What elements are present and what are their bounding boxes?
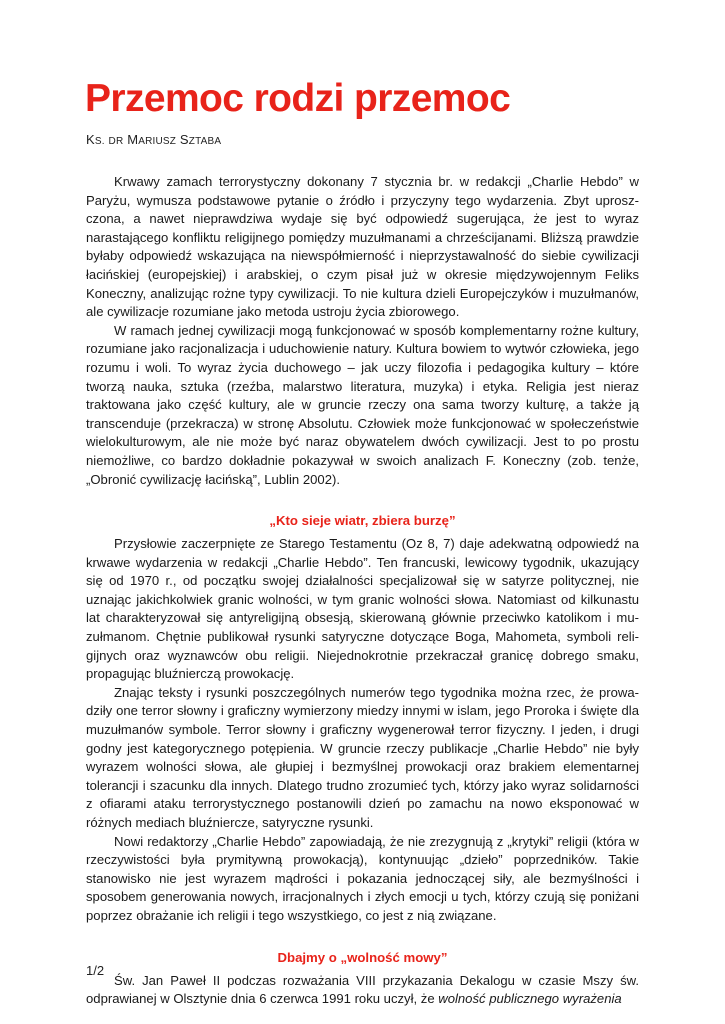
author-line [86,132,639,147]
page-number: 1/2 [86,963,105,978]
paragraph: Znając teksty i rysunki poszczególnych numerów tego tygodnika można rzec, że prowadziły one terror słowny i graficzny wymierzony miedzy innymi w islam, jego Proroka i święte dla muzułmanów symbole. Terror słowny i graficzny wygenerował terror fizyczny. I jeden, i drugi godny jest kategorycznego potępienia. W gruncie rzeczy publikacje „Charlie Hebdo” nie były wyrazem wolności słowa, ale głupiej i bezmyślnej prowokacji oraz brakiem elementarnej tolerancji i szacunku dla innych. Dlatego trudno zrozumieć tych, którzy jako wyraz solidarności z ofiarami ataku terrorystycznego postanowili dzień po zamachu na nowo eksponować w różnych mediach bluźniercze, satyryczne rysunki. [86,684,639,830]
paragraph: Krwawy zamach terrorystyczny dokonany 7 stycznia br. w redakcji „Charlie Hebdo” w Paryżu, wymusza podstawowe pytanie o źródło i przyczyny tego wydarzenia. Zbyt uproszczona, a nawet nieprawdziwa wydaje się być odpowiedź sugerująca, że jest to wyraz narastającego konfliktu religijnego pomiędzy muzułmanami a chrześcijanami. Bliższą prawdzie byłaby odpowiedź wskazująca na niewspółmierność i nieprzystawalność do siebie cywilizacji łacińskiej (europejskiej) i arabskiej, o czym pisał już w okresie międzywojennym Feliks Koneczny, analizując rożne typy cywilizacji. To nie kultura dzieli Europejczyków i muzułmanów, ale cywilizacje rozumiane jako metoda ustroju życia zbiorowego. [86,174,639,320]
paragraph: Nowi redaktorzy „Charlie Hebdo” zapowiadają, że nie zrezygnują z „krytyki” religii (która w rzeczywistości była prymitywną prowokacją), kontynuując „dzieło” poprzedników. Takie stanowisko nie jest wyrazem mądrości i pokazania jednoczącej siły, ale bezmyślności i sposobem generowania nowych, irracjonalnych i złych emocji u tych, którzy czują się poniżani poprzez obrażanie ich religii i tego wszystkiego, co jest z nią związane. [86,833,639,923]
document-page [86,76,639,1009]
author-initial: K [86,132,95,147]
author-smallcaps: ARIUSZ [138,136,177,147]
section-heading: Dbajmy o „wolność mowy” [277,949,448,965]
paragraph-italic: wolność publicznego wyrażenia [438,991,622,1007]
author-smallcaps: DR [108,136,124,147]
paragraph: Przysłowie zaczerpnięte ze Starego Testamentu (Oz 8, 7) daje adekwatną odpowiedź na krwawe wydarzenia w redakcji „Charlie Hebdo”. Ten francuski, lewicowy tygodnik, ukazujący się od 1970 r., od początku swojej działalności specjalizował się w satyrze politycznej, nie uznając jakichkolwiek granic wolności, w tym granic wolności słowa. Natomiast od kilkunastu lat charakteryzował się antyreligijną obsesją, skierowaną głównie przeciwko katolikom i muzułmanom. Chętnie publikował rysunki satyryczne dotyczące Boga, Mahometa, symboli religijnych oraz wyznawców obu religii. Niejednokrotnie przekraczał granicę dobrego smaku, propagując bluźnierczą prowokację. [86,536,639,682]
paragraph: W ramach jednej cywilizacji mogą funkcjonować w sposób komplementarny rożne kultury, rozumiane jako racjonalizacja i uduchowienie natury. Kultura bowiem to wytwór człowieka, jego rozumu i woli. To wyraz życia duchowego – jak uczy filozofia i pedagogika kultury – które tworzą nauka, sztuka (rzeźba, malarstwo literatura, muzyka) i etyka. Religia jest nieraz traktowana jako część kultury, ale w gruncie rzeczy ona sama tworzy kulturę, a także ją transcenduje (przekracza) w stronę Absolutu. Człowiek może funkcjonować w społeczeństwie wielokulturowym, ale nie może być naraz obywatelem dwóch cywilizacji. Jest to po prostu niemożliwe, co bardzo dokładnie pokazywał w swoich analizach F. Koneczny (zob. tenże, „Obronić cywilizację łacińską”, Lublin 2002). [86,322,639,487]
author-smallcaps: ZTABA [188,136,222,147]
section-heading: „Kto sieje wiatr, zbiera burzę” [269,513,456,529]
author-initial: M [127,132,139,147]
paragraph-last [86,972,639,1009]
article-title: Przemoc rodzi przemoc [85,77,511,120]
author-smallcaps: S. [94,136,105,147]
paragraph-text: Św. Jan Paweł II podczas rozważania VIII przykazania Dekalogu w czasie Mszy św. odprawianej w Olsztynie dnia 6 czerwca 1991 roku uczył, że [86,972,639,1007]
author-initial: S [179,132,189,147]
